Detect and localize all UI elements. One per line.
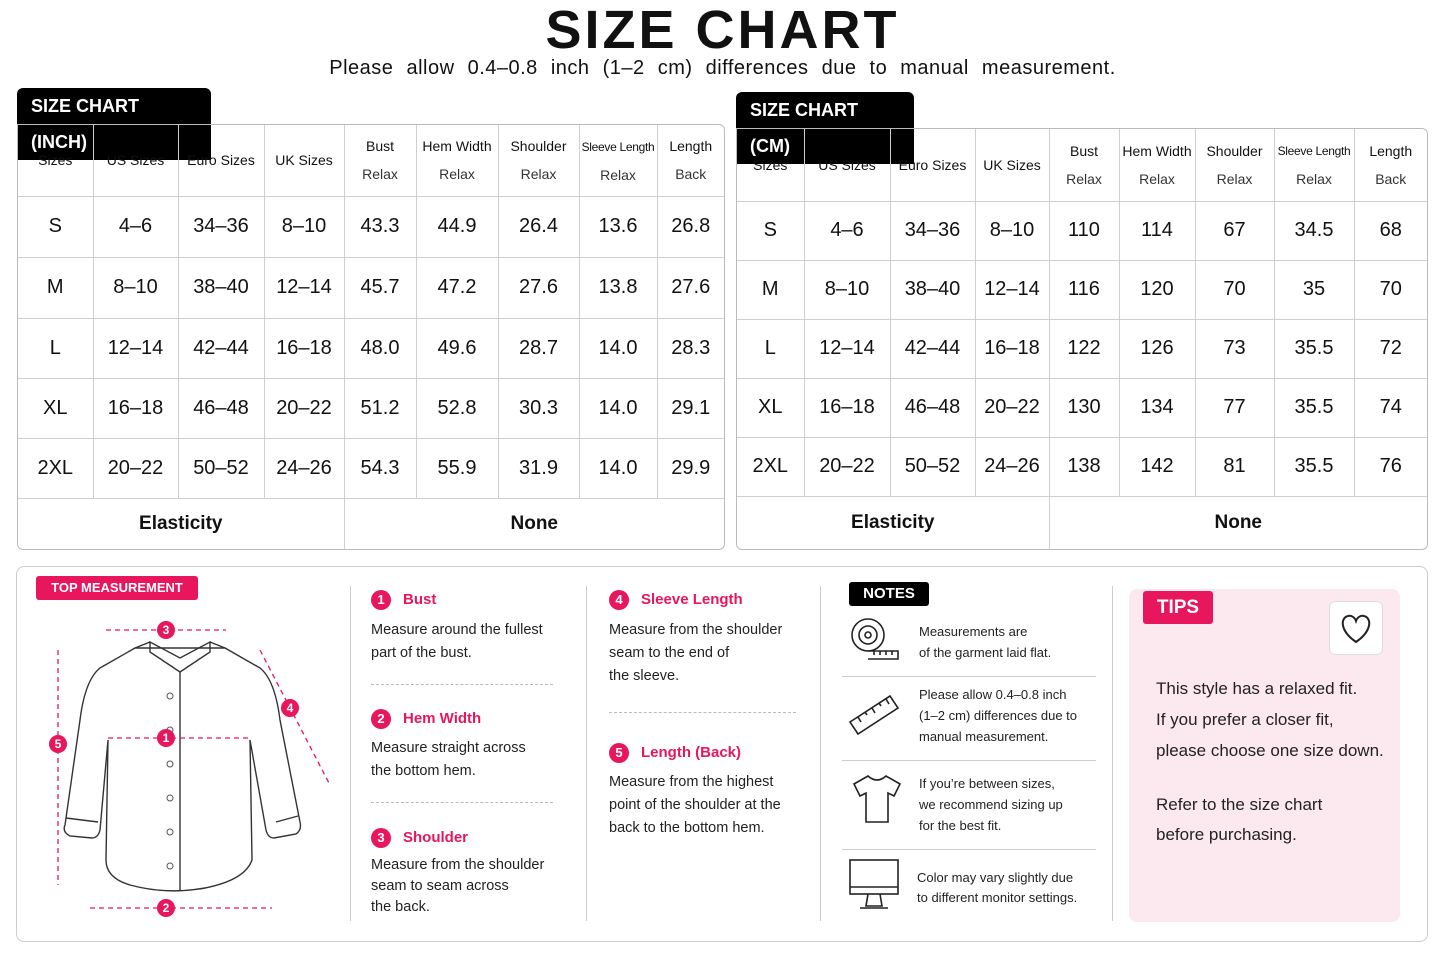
tips-tag: TIPS <box>1143 591 1213 624</box>
divider <box>586 586 587 921</box>
header-shoulder: Shoulder Relax <box>498 125 579 196</box>
table-cell: 12–14 <box>93 318 178 378</box>
size-cell: S <box>737 201 804 260</box>
note-3-text: If you’re between sizes, we recommend sizing up for the best fit. <box>919 776 1063 833</box>
note-divider <box>842 849 1096 850</box>
table-cell: 142 <box>1119 437 1195 496</box>
table-cell: 35.5 <box>1274 378 1354 437</box>
inch-table-tag: SIZE CHART (INCH) <box>17 88 211 160</box>
dashed-divider <box>371 684 553 685</box>
cm-size-table <box>736 128 1428 550</box>
table-cell: 16–18 <box>264 318 344 378</box>
note-1-text: Measurements are of the garment laid flat. <box>919 624 1052 660</box>
table-cell: 49.6 <box>416 318 498 378</box>
table-cell: 26.8 <box>657 196 724 257</box>
header-euro-sizes: Euro Sizes <box>890 129 975 201</box>
number-badge-1: 1 <box>371 590 391 610</box>
table-cell: 24–26 <box>975 437 1049 496</box>
table-cell: 20–22 <box>975 378 1049 437</box>
cm-table-tag: SIZE CHART (CM) <box>736 92 914 164</box>
table-cell: 50–52 <box>890 437 975 496</box>
tape-measure-icon <box>848 615 904 661</box>
size-cell: XL <box>18 378 93 438</box>
table-cell: 28.3 <box>657 318 724 378</box>
table-cell: 16–18 <box>804 378 890 437</box>
size-cell: S <box>18 196 93 257</box>
table-cell: 8–10 <box>804 260 890 319</box>
number-badge-2: 2 <box>371 709 391 729</box>
table-cell: 51.2 <box>344 378 416 438</box>
table-cell: 27.6 <box>498 257 579 318</box>
tips-text-1: This style has a relaxed fit. If you prefer a closer fit, please choose one size down. <box>1156 679 1384 760</box>
table-cell: 110 <box>1049 201 1119 260</box>
table-cell: 14.0 <box>579 378 657 438</box>
hem-width-heading: 2 Hem Width <box>371 709 481 729</box>
hem-width-description: Measure straight across the bottom hem. <box>371 740 526 779</box>
table-cell: 77 <box>1195 378 1274 437</box>
table-cell: 35.5 <box>1274 437 1354 496</box>
table-cell: 24–26 <box>264 438 344 498</box>
table-cell: 20–22 <box>93 438 178 498</box>
shirt-buttons <box>167 693 173 869</box>
table-cell: 35 <box>1274 260 1354 319</box>
header-sizes: Sizes <box>18 125 93 196</box>
table-cell: 74 <box>1354 378 1427 437</box>
table-cell: 46–48 <box>890 378 975 437</box>
header-hem-width: Hem Width Relax <box>1119 129 1195 201</box>
table-cell: 31.9 <box>498 438 579 498</box>
tips-text-2: Refer to the size chart before purchasing. <box>1156 795 1323 844</box>
table-cell: 67 <box>1195 201 1274 260</box>
dashed-divider <box>371 802 553 803</box>
table-cell: 52.8 <box>416 378 498 438</box>
table-cell: 138 <box>1049 437 1119 496</box>
table-cell: 35.5 <box>1274 319 1354 378</box>
table-cell: 4–6 <box>93 196 178 257</box>
size-cell: M <box>737 260 804 319</box>
table-cell: 13.8 <box>579 257 657 318</box>
table-cell: 28.7 <box>498 318 579 378</box>
table-cell: 14.0 <box>579 438 657 498</box>
heart-icon-box <box>1329 601 1383 655</box>
table-cell: 130 <box>1049 378 1119 437</box>
top-measurement-tag: TOP MEASUREMENT <box>36 576 198 600</box>
table-row <box>737 378 1427 437</box>
table-row <box>737 437 1427 496</box>
number-badge-3: 3 <box>371 828 391 848</box>
table-cell: 29.1 <box>657 378 724 438</box>
header-bust: Bust Relax <box>344 125 416 196</box>
table-row <box>737 260 1427 319</box>
table-cell: 12–14 <box>264 257 344 318</box>
notes-tag: NOTES <box>849 582 929 606</box>
table-row <box>18 196 724 257</box>
header-sleeve-length: Sleeve Length Relax <box>1274 129 1354 201</box>
table-cell: 54.3 <box>344 438 416 498</box>
heart-icon <box>1330 602 1382 654</box>
table-cell: 27.6 <box>657 257 724 318</box>
elasticity-value: None <box>1049 496 1427 549</box>
header-euro-sizes: Euro Sizes <box>178 125 264 196</box>
table-cell: 16–18 <box>93 378 178 438</box>
number-badge-4: 4 <box>609 590 629 610</box>
size-cell: M <box>18 257 93 318</box>
table-cell: 42–44 <box>890 319 975 378</box>
table-cell: 120 <box>1119 260 1195 319</box>
shoulder-description: Measure from the shoulder seam to seam across the back. <box>371 857 545 915</box>
table-row <box>737 201 1427 260</box>
marker-4-label: 4 <box>286 701 294 715</box>
table-cell: 45.7 <box>344 257 416 318</box>
marker-5-label: 5 <box>54 737 62 751</box>
table-cell: 70 <box>1195 260 1274 319</box>
table-cell: 20–22 <box>804 437 890 496</box>
table-cell: 14.0 <box>579 318 657 378</box>
table-cell: 76 <box>1354 437 1427 496</box>
table-cell: 134 <box>1119 378 1195 437</box>
shirt-outline <box>64 642 300 891</box>
table-cell: 29.9 <box>657 438 724 498</box>
table-row <box>18 438 724 498</box>
table-cell: 12–14 <box>975 260 1049 319</box>
table-cell: 16–18 <box>975 319 1049 378</box>
table-cell: 38–40 <box>890 260 975 319</box>
header-sizes: Sizes <box>737 129 804 201</box>
table-cell: 34.5 <box>1274 201 1354 260</box>
page-subtitle: Please allow 0.4–0.8 inch (1–2 cm) differences due to manual measurement. <box>329 57 1116 79</box>
page-title: SIZE CHART <box>545 0 900 60</box>
dashed-divider <box>609 712 796 713</box>
note-4-text: Color may vary slightly due to different monitor settings. <box>917 870 1078 905</box>
elasticity-label: Elasticity <box>737 496 1049 549</box>
table-row <box>18 378 724 438</box>
header-shoulder: Shoulder Relax <box>1195 129 1274 201</box>
header-length: Length Back <box>1354 129 1427 201</box>
bust-heading: 1 Bust <box>371 590 436 610</box>
header-uk-sizes: UK Sizes <box>975 129 1049 201</box>
note-divider <box>842 760 1096 761</box>
size-cell: 2XL <box>737 437 804 496</box>
table-cell: 8–10 <box>975 201 1049 260</box>
elasticity-value: None <box>344 498 724 549</box>
marker-1-label: 1 <box>162 731 170 745</box>
length-back-heading: 5 Length (Back) <box>609 743 741 763</box>
table-cell: 55.9 <box>416 438 498 498</box>
size-cell: L <box>737 319 804 378</box>
marker-2-label: 2 <box>162 901 170 915</box>
inch-size-table <box>17 124 725 550</box>
sleeve-length-description: Measure from the shoulder seam to the end of the sleeve. <box>609 622 783 684</box>
monitor-icon <box>848 858 900 914</box>
size-cell: XL <box>737 378 804 437</box>
table-row <box>18 318 724 378</box>
table-cell: 20–22 <box>264 378 344 438</box>
measurement-markers <box>49 621 299 917</box>
number-badge-5: 5 <box>609 743 629 763</box>
table-cell: 72 <box>1354 319 1427 378</box>
bust-description: Measure around the fullest part of the bust. <box>371 622 543 661</box>
table-cell: 42–44 <box>178 318 264 378</box>
ruler-icon <box>846 690 902 736</box>
table-cell: 48.0 <box>344 318 416 378</box>
table-cell: 46–48 <box>178 378 264 438</box>
tshirt-icon <box>850 772 904 826</box>
elasticity-label: Elasticity <box>18 498 344 549</box>
table-row <box>737 319 1427 378</box>
table-cell: 43.3 <box>344 196 416 257</box>
table-cell: 4–6 <box>804 201 890 260</box>
table-cell: 30.3 <box>498 378 579 438</box>
table-cell: 38–40 <box>178 257 264 318</box>
length-back-description: Measure from the highest point of the shoulder at the back to the bottom hem. <box>609 774 781 836</box>
table-cell: 73 <box>1195 319 1274 378</box>
header-length: Length Back <box>657 125 724 196</box>
table-cell: 44.9 <box>416 196 498 257</box>
table-cell: 34–36 <box>890 201 975 260</box>
table-cell: 50–52 <box>178 438 264 498</box>
table-row <box>18 257 724 318</box>
table-cell: 122 <box>1049 319 1119 378</box>
table-cell: 8–10 <box>264 196 344 257</box>
table-cell: 68 <box>1354 201 1427 260</box>
table-cell: 26.4 <box>498 196 579 257</box>
note-divider <box>842 676 1096 677</box>
header-uk-sizes: UK Sizes <box>264 125 344 196</box>
header-us-sizes: US Sizes <box>804 129 890 201</box>
marker-3-label: 3 <box>162 623 170 637</box>
table-cell: 116 <box>1049 260 1119 319</box>
divider <box>350 586 351 921</box>
table-cell: 126 <box>1119 319 1195 378</box>
table-cell: 47.2 <box>416 257 498 318</box>
divider <box>1112 586 1113 921</box>
table-cell: 114 <box>1119 201 1195 260</box>
header-hem-width: Hem Width Relax <box>416 125 498 196</box>
table-cell: 8–10 <box>93 257 178 318</box>
header-bust: Bust Relax <box>1049 129 1119 201</box>
size-cell: 2XL <box>18 438 93 498</box>
sleeve-length-heading: 4 Sleeve Length <box>609 590 743 610</box>
header-us-sizes: US Sizes <box>93 125 178 196</box>
divider <box>820 586 821 921</box>
table-cell: 12–14 <box>804 319 890 378</box>
note-2-text: Please allow 0.4–0.8 inch (1–2 cm) differences due to manual measurement. <box>919 687 1078 744</box>
shoulder-heading: 3 Shoulder <box>371 828 468 848</box>
shirt-diagram <box>40 610 340 925</box>
table-cell: 34–36 <box>178 196 264 257</box>
size-cell: L <box>18 318 93 378</box>
table-cell: 70 <box>1354 260 1427 319</box>
table-cell: 13.6 <box>579 196 657 257</box>
header-sleeve-length: Sleeve Length Relax <box>579 125 657 196</box>
table-cell: 81 <box>1195 437 1274 496</box>
